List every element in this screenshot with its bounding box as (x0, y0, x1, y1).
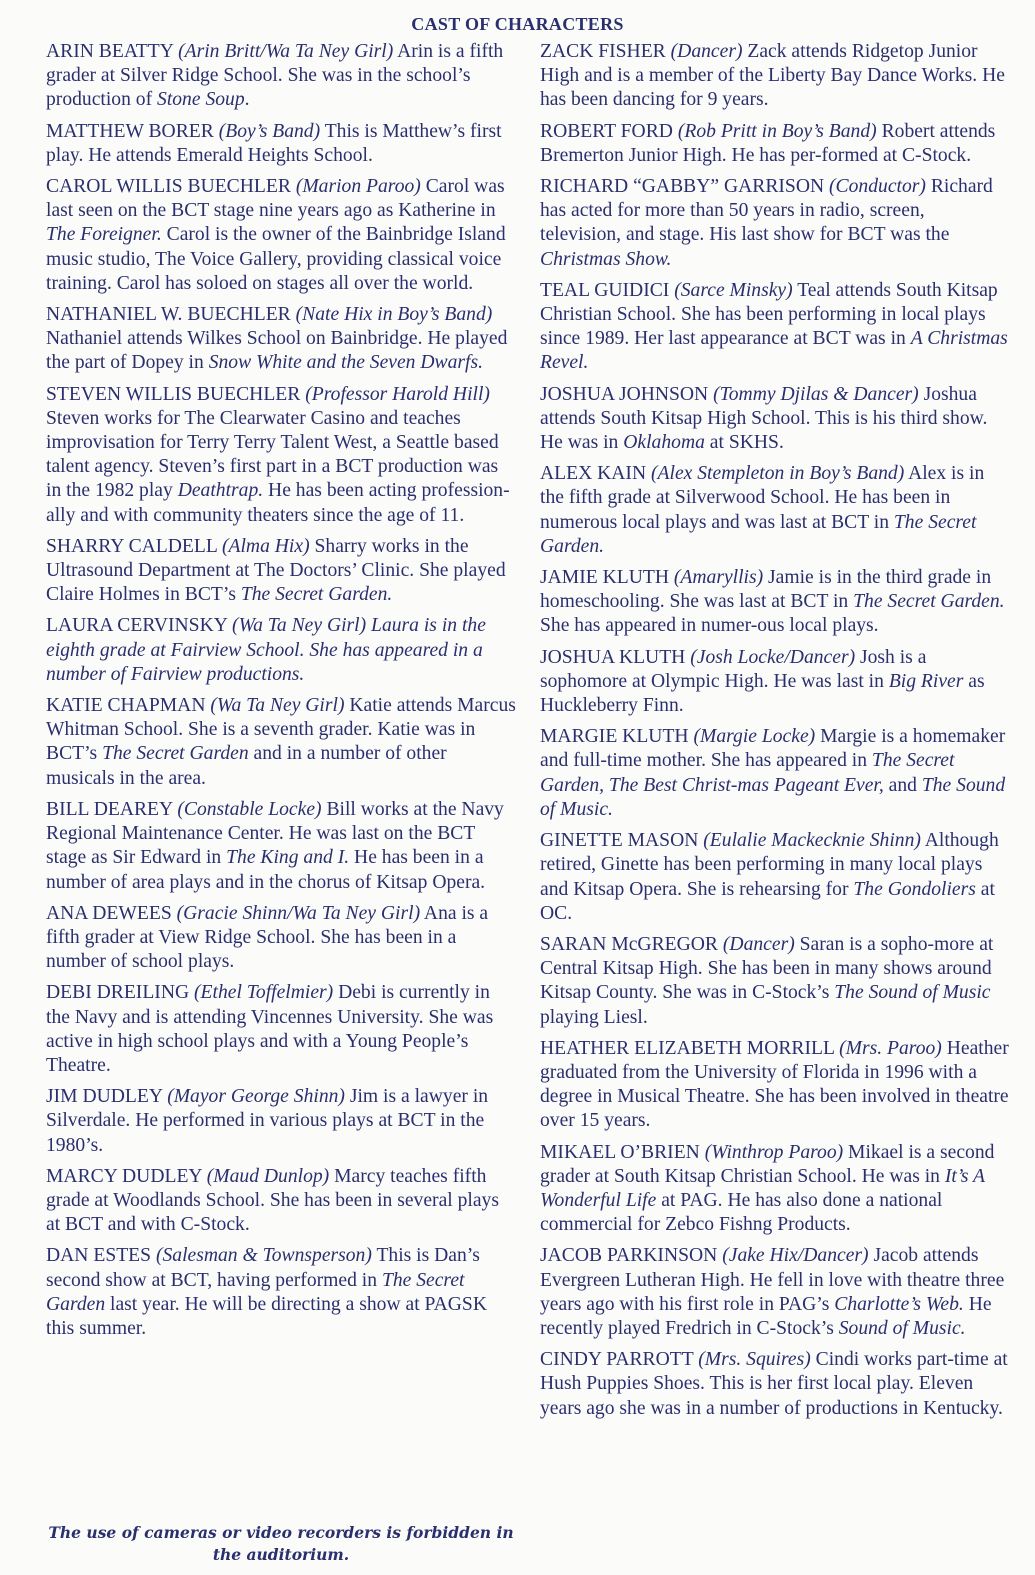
cast-bio: Carol was last seen on the BCT stage nine years ago as Katherine in The Foreigner. Carol is the owner of the Bainbridge Island music studio, The Voice Gallery, providing classical voice training. Carol has soloed on stages all over the world. (46, 176, 506, 294)
cast-entry (540, 462, 1010, 559)
cast-role: (Alex Stempleton in Boy’s Band) (651, 463, 905, 485)
cast-role: (Rob Pritt in Boy’s Band) (677, 120, 877, 142)
cast-name: CINDY PARROTT (540, 1349, 694, 1371)
cast-role: (Maud Dunlop) (206, 1165, 330, 1187)
cast-role: (Sarce Minsky) (674, 279, 793, 301)
cast-entry (46, 40, 516, 113)
cast-role: (Wa Ta Ney Girl) (232, 615, 367, 637)
cast-bio: Steven works for The Clearwater Casino and teaches improvisation for Terry Terry Talent West, a Seattle based talent agency. Steven’s first part in a BCT production was in the 1982 play Deathtrap. He has been acting profession-ally and with community theaters since the age of 11. (46, 407, 510, 526)
cast-bio: Nathaniel attends Wilkes School on Bainbridge. He played the part of Dopey in Snow White and the Seven Dwarfs. (46, 328, 508, 374)
cast-bio: Cindi works part-time at Hush Puppies Shoes. This is her first local play. Eleven years ago she was in a number of productions in Kentucky. (540, 1349, 1008, 1419)
cast-entry (46, 798, 516, 895)
cast-entry (540, 1348, 1010, 1421)
cast-role: (Eulalie Mackecknie Shinn) (703, 830, 921, 852)
cast-bio: Josh is a sophomore at Olympic High. He was last in Big River as Huckleberry Finn. (540, 646, 985, 717)
cast-entry (46, 902, 516, 975)
cast-role: (Amaryllis) (673, 567, 764, 589)
cast-entry (46, 981, 516, 1078)
cast-name: HEATHER ELIZABETH MORRILL (540, 1037, 835, 1059)
cast-role: (Marion Paroo) (295, 176, 421, 198)
cast-role: (Wa Ta Ney Girl) (210, 695, 345, 717)
cast-entry (540, 1037, 1010, 1134)
cast-role: (Conductor) (829, 176, 926, 198)
cast-name: ZACK FISHER (540, 41, 666, 62)
cast-bio: Bill works at the Navy Regional Maintenance Center. He was last on the BCT stage as Sir Edward in The King and I. He has been in a number of area plays and in the chorus of Kitsap Opera. (46, 798, 504, 893)
cast-bio: This is Matthew’s first play. He attends Emerald Heights School. (46, 120, 502, 166)
cast-bio: Jim is a lawyer in Silverdale. He performed in various plays at BCT in the 1980’s. (46, 1086, 489, 1156)
cast-entry (540, 175, 1010, 272)
cast-name: DAN ESTES (46, 1245, 152, 1267)
cast-bio: Richard has acted for more than 50 years in radio, screen, television, and stage. His last show for BCT was the Christmas Show. (540, 176, 993, 270)
cast-entry (46, 1165, 516, 1238)
cast-bio: Ana is a fifth grader at View Ridge School. She has been in a number of school plays. (46, 902, 489, 973)
cast-entry (540, 646, 1010, 719)
cast-bio: Arin is a fifth grader at Silver Ridge School. She was in the school’s production of Stone Soup. (46, 41, 504, 111)
cast-role: (Alma Hix) (222, 535, 310, 557)
cast-entry (46, 175, 516, 296)
cast-bio: Laura is in the eighth grade at Fairview School. She has appeared in a number of Fairview productions. (46, 615, 486, 685)
cast-name: MARCY DUDLEY (46, 1165, 202, 1187)
cast-role: (Tommy Djilas & Dancer) (713, 383, 919, 405)
cast-role: (Arin Britt/Wa Ta Ney Girl) (178, 41, 394, 62)
cast-name: JACOB PARKINSON (540, 1245, 718, 1267)
cast-entry (540, 725, 1010, 822)
cast-bio: Although retired, Ginette has been performing in many local plays and Kitsap Opera. She is rehearsing for The Gondoliers at OC. (540, 830, 999, 924)
cast-role: (Josh Locke/Dancer) (690, 646, 856, 668)
cast-name: ALEX KAIN (540, 463, 647, 485)
cast-bio: Heather graduated from the University of Florida in 1996 with a degree in Musical Theatre. She has been involved in theatre over 15 years. (540, 1037, 1009, 1132)
cast-name: LAURA CERVINSKY (46, 615, 228, 637)
cast-name: KATIE CHAPMAN (46, 695, 206, 717)
cast-bio: Jacob attends Evergreen Lutheran High. He fell in love with theatre three years ago with his first role in PAG’s Charlotte’s Web. He recently played Fredrich in C-Stock’s Sound of Music. (540, 1245, 1005, 1339)
cast-column-right (540, 40, 1010, 1428)
camera-notice: The use of cameras or video recorders is forbidden in the auditorium. (48, 1523, 514, 1564)
cast-role: (Jake Hix/Dancer) (722, 1245, 869, 1267)
cast-bio: Joshua attends South Kitsap High School. This is his third show. He was in Oklahoma at SKHS. (540, 383, 988, 454)
cast-entry (46, 535, 516, 608)
cast-role: (Nate Hix in Boy’s Band) (295, 304, 493, 326)
cast-name: STEVEN WILLIS BUECHLER (46, 383, 301, 405)
cast-entry (540, 829, 1010, 926)
cast-role: (Dancer) (722, 933, 795, 955)
cast-entry (540, 120, 1010, 168)
cast-entry (46, 383, 516, 528)
page-title: CAST OF CHARACTERS (411, 14, 624, 34)
cast-bio: Robert attends Bremerton Junior High. He has per-formed at C-Stock. (540, 120, 996, 166)
cast-name: CAROL WILLIS BUECHLER (46, 176, 291, 198)
cast-name: GINETTE MASON (540, 830, 699, 852)
cast-entry (46, 1244, 516, 1341)
cast-name: BILL DEAREY (46, 798, 173, 820)
cast-bio: Sharry works in the Ultrasound Department at The Doctors’ Clinic. She played Claire Holmes in BCT’s The Secret Garden. (46, 535, 506, 606)
cast-name: JAMIE KLUTH (540, 567, 669, 589)
cast-role: (Salesman & Townsperson) (155, 1245, 372, 1267)
cast-name: RICHARD “GABBY” GARRISON (540, 176, 825, 198)
cast-name: SHARRY CALDELL (46, 535, 218, 557)
cast-role: (Winthrop Paroo) (704, 1141, 844, 1163)
cast-bio: Margie is a homemaker and full-time mother. She has appeared in The Secret Garden, The Best Christ-mas Pageant Ever, and The Sound of Music. (540, 726, 1006, 820)
cast-name: JOSHUA JOHNSON (540, 383, 709, 405)
cast-name: ANA DEWEES (46, 902, 172, 924)
cast-name: MARGIE KLUTH (540, 726, 689, 748)
cast-entry (540, 933, 1010, 1030)
cast-entry (46, 694, 516, 791)
cast-name: MIKAEL O’BRIEN (540, 1141, 700, 1163)
cast-role: (Margie Locke) (693, 726, 816, 748)
cast-name: SARAN McGREGOR (540, 933, 718, 955)
cast-role: (Professor Harold Hill) (305, 383, 490, 405)
cast-entry (540, 566, 1010, 639)
cast-role: (Constable Locke) (177, 798, 322, 820)
cast-entry (540, 1244, 1010, 1341)
cast-bio: Alex is in the fifth grade at Silverwood School. He has been in numerous local plays and was last at BCT in The Secret Garden. (540, 463, 985, 557)
cast-bio: Jamie is in the third grade in homeschooling. She was last at BCT in The Secret Garden. She has appeared in numer-ous local plays. (540, 567, 1005, 637)
cast-entry (46, 614, 516, 687)
cast-entry (540, 279, 1010, 376)
cast-bio: Teal attends South Kitsap Christian School. She has been performing in local plays since 1989. Her last appearance at BCT was in A Christmas Revel. (540, 279, 1008, 374)
cast-role: (Mrs. Squires) (698, 1349, 811, 1371)
cast-entry (46, 1085, 516, 1158)
cast-name: DEBI DREILING (46, 982, 190, 1004)
cast-role: (Ethel Toffelmier) (194, 982, 334, 1004)
cast-bio: Katie attends Marcus Whitman School. She is a seventh grader. Katie was in BCT’s The Secret Garden and in a number of other musicals in the area. (46, 695, 516, 789)
cast-role: (Mrs. Paroo) (839, 1037, 942, 1059)
cast-role: (Boy’s Band) (218, 120, 321, 142)
cast-name: MATTHEW BORER (46, 120, 214, 142)
cast-bio: Mikael is a second grader at South Kitsap Christian School. He was in It’s A Wonderful Life at PAG. He has also done a national commercial for Zebco Fishng Products. (540, 1141, 995, 1236)
cast-role: (Gracie Shinn/Wa Ta Ney Girl) (176, 902, 421, 924)
cast-bio: This is Dan’s second show at BCT, having performed in The Secret Garden last year. He will be directing a show at PAGSK this summer. (46, 1245, 487, 1339)
cast-name: JIM DUDLEY (46, 1086, 163, 1108)
cast-column-left (46, 40, 516, 1348)
cast-entry (540, 40, 1010, 113)
cast-entry (540, 1141, 1010, 1238)
cast-entry (46, 120, 516, 168)
cast-role: (Mayor George Shinn) (167, 1086, 345, 1108)
cast-bio: Marcy teaches fifth grade at Woodlands School. She has been in several plays at BCT and with C-Stock. (46, 1165, 499, 1236)
cast-entry (46, 303, 516, 376)
cast-name: ARIN BEATTY (46, 41, 174, 62)
cast-name: NATHANIEL W. BUECHLER (46, 304, 291, 326)
cast-bio: Debi is currently in the Navy and is attending Vincennes University. She was active in high school plays and with a Young People’s Theatre. (46, 982, 494, 1076)
cast-name: JOSHUA KLUTH (540, 646, 686, 668)
cast-name: TEAL GUIDICI (540, 279, 670, 301)
cast-name: ROBERT FORD (540, 120, 673, 142)
cast-bio: Saran is a sopho-more at Central Kitsap High. She has been in many shows around Kitsap County. She was in C-Stock’s The Sound of Music playing Liesl. (540, 933, 994, 1028)
cast-role: (Dancer) (670, 41, 743, 62)
cast-entry (540, 383, 1010, 456)
cast-bio: Zack attends Ridgetop Junior High and is a member of the Liberty Bay Dance Works. He has been dancing for 9 years. (540, 41, 1005, 111)
